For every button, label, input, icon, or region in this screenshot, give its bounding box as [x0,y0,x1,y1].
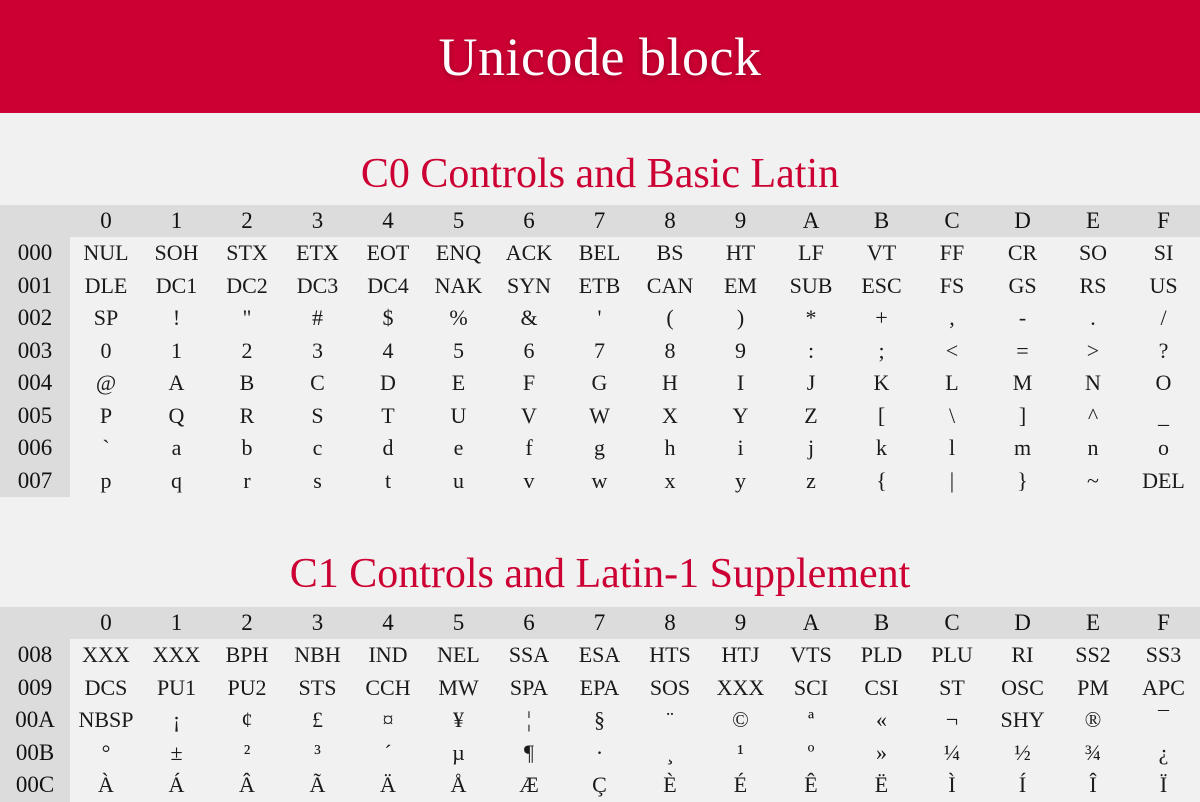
code-point-cell: 8 [664,337,676,363]
code-point-cell: [ [877,402,886,428]
code-point-cell: D [380,370,396,396]
table-row [0,400,1200,433]
code-point-cell: $ [382,305,394,331]
code-point-cell: ` [102,435,110,461]
row-label: 005 [0,400,70,433]
code-point-cell: J [806,370,816,396]
column-header: 3 [311,610,324,635]
code-point-cell: { [876,467,887,493]
code-point-cell: ETB [578,272,621,298]
code-point-cell: SUB [789,272,833,298]
code-point-cell: ¶ [524,739,534,765]
row-label: 000 [0,237,70,270]
row-label: 00A [0,704,70,737]
code-point-cell: ETX [296,240,339,266]
code-point-cell: RI [1011,642,1034,668]
code-point-cell: q [171,467,182,493]
code-point-cell: ¡ [172,707,181,733]
code-point-cell: n [1087,435,1099,461]
code-point-cell: IND [368,642,408,668]
code-point-cell: ( [666,305,674,331]
code-point-cell: CAN [646,272,694,298]
column-header: D [1014,208,1031,233]
code-point-cell: RS [1079,272,1107,298]
code-point-cell: , [949,305,955,331]
code-point-cell: T [381,402,395,428]
code-point-cell: DCS [84,674,128,700]
code-point-cell: k [876,435,887,461]
code-point-cell: ESC [861,272,902,298]
code-point-cell: ACK [505,240,553,266]
column-header: 0 [100,610,112,635]
code-point-cell: Å [450,772,467,798]
code-point-cell: SYN [506,272,551,298]
code-point-cell: É [733,772,748,798]
code-point-cell: | [949,467,955,493]
code-point-cell: Q [168,402,185,428]
row-label: 009 [0,672,70,705]
code-point-cell: : [807,337,815,363]
table-row [0,769,1200,802]
code-point-cell: . [1090,305,1096,331]
code-point-cell: DEL [1142,467,1185,493]
code-point-cell: ¼ [943,739,961,765]
column-header: B [873,208,890,233]
code-point-cell: Ê [804,772,818,798]
code-point-cell: h [664,435,676,461]
column-header: 4 [382,208,394,233]
code-point-cell: s [313,467,322,493]
column-header: 2 [241,610,253,635]
code-point-cell: XXX [716,674,765,700]
code-point-cell: ' [597,305,602,331]
code-point-cell: @ [95,370,117,396]
code-point-cell: STX [226,240,268,266]
code-point-cell: j [807,435,815,461]
row-label: 001 [0,270,70,303]
column-header: 1 [170,610,183,635]
code-point-cell: _ [1158,402,1169,428]
code-point-cell: OSC [1001,674,1044,700]
code-point-cell: S [311,402,324,428]
code-point-cell: Z [804,402,818,428]
column-header: 2 [241,208,253,233]
code-point-cell: } [1017,467,1028,493]
code-point-cell: ENQ [435,240,482,266]
code-point-cell: b [241,435,253,461]
code-point-cell: BS [656,240,684,266]
code-point-cell: PLD [860,642,903,668]
code-point-cell: NBSP [78,707,134,733]
code-point-cell: EPA [579,674,620,700]
code-point-cell: DLE [84,272,128,298]
code-point-cell: m [1013,435,1032,461]
code-point-cell: ¤ [382,707,394,733]
table-row [0,432,1200,465]
code-point-cell: ¹ [737,739,744,765]
code-point-cell: 7 [594,337,605,363]
column-header: A [802,610,820,635]
code-point-cell: ¦ [526,707,532,733]
code-point-cell: ? [1158,337,1169,363]
code-point-cell: " [242,305,252,331]
code-point-cell: PU2 [227,674,267,700]
code-point-cell: ] [1018,402,1027,428]
code-point-cell: 9 [735,337,746,363]
code-point-cell: d [382,435,394,461]
column-header: 7 [593,208,606,233]
code-point-cell: ¥ [453,707,464,733]
code-point-cell: ^ [1087,402,1099,428]
column-header: C [944,208,960,233]
code-point-cell: BPH [225,642,269,668]
code-point-cell: G [591,370,608,396]
code-point-cell: LF [798,240,824,266]
code-point-cell: DC2 [226,272,268,298]
code-point-cell: È [663,772,677,798]
column-header: 0 [100,208,112,233]
banner [0,0,1200,113]
code-point-cell: NBH [294,642,341,668]
code-point-cell: Ä [380,772,396,798]
code-point-cell: STS [298,674,337,700]
code-point-cell: ¬ [945,707,959,733]
code-point-cell: p [100,467,112,493]
code-point-cell: u [453,467,464,493]
table-row [0,367,1200,400]
code-point-cell: z [806,467,816,493]
code-point-cell: ½ [1014,739,1031,765]
code-point-cell: NEL [437,642,480,668]
row-label: 007 [0,465,70,498]
code-point-cell: - [1018,305,1027,331]
code-point-cell: Æ [519,772,539,798]
table-row [0,237,1200,270]
table-row [0,672,1200,705]
code-point-cell: v [523,467,535,493]
code-point-cell: 1 [171,337,182,363]
code-point-cell: £ [312,707,323,733]
table-row [0,465,1200,498]
table-c0-basic-latin [0,205,1200,497]
code-point-cell: ~ [1087,467,1099,493]
code-point-cell: ) [736,305,745,331]
code-point-cell: ² [243,739,251,765]
column-header: 8 [664,610,676,635]
code-point-cell: e [453,435,464,461]
column-header: 5 [452,208,465,233]
code-point-cell: U [450,402,467,428]
code-point-cell: L [945,370,959,396]
column-header: 7 [593,610,606,635]
table-row [0,270,1200,303]
code-point-cell: Á [168,772,185,798]
code-point-cell: l [948,435,956,461]
table-row [0,335,1200,368]
code-point-cell: K [873,370,890,396]
code-point-cell: DC4 [367,272,409,298]
code-point-cell: c [312,435,323,461]
code-point-cell: f [525,435,533,461]
code-point-cell: ´ [384,739,392,765]
code-point-cell: ¯ [1158,707,1169,733]
code-point-cell: Ì [948,772,956,798]
table-c1-latin1 [0,607,1200,802]
code-point-cell: µ [452,739,465,765]
banner-title: Unicode block [438,26,762,87]
code-point-cell: 6 [523,337,535,363]
code-point-cell: MW [438,674,479,700]
section-title-c1: C1 Controls and Latin-1 Supplement [289,551,911,597]
code-point-cell: CR [1007,240,1038,266]
code-point-cell: E [451,370,466,396]
row-label: 003 [0,335,70,368]
code-point-cell: \ [948,402,956,428]
column-header-row [0,205,1200,237]
code-point-cell: ! [172,305,181,331]
code-point-cell: US [1149,272,1178,298]
code-point-cell: SO [1078,240,1108,266]
code-point-cell: O [1155,370,1172,396]
column-header: 5 [452,610,465,635]
code-point-cell: * [805,305,817,331]
code-point-cell: # [312,305,323,331]
column-header: 6 [523,610,535,635]
code-point-cell: § [594,707,605,733]
column-header: E [1085,208,1101,233]
code-point-cell: VTS [790,642,832,668]
code-point-cell: C [310,370,325,396]
code-point-cell: ST [939,674,965,700]
column-header: 6 [523,208,535,233]
code-point-cell: I [736,370,745,396]
row-label: 004 [0,367,70,400]
row-label: 006 [0,432,70,465]
code-point-cell: ¾ [1084,739,1102,765]
column-header: A [802,208,820,233]
code-point-cell: ª [807,707,815,733]
code-point-cell: SOH [154,240,199,266]
code-point-cell: Ï [1159,772,1168,798]
code-point-cell: t [384,467,392,493]
code-point-cell: DC3 [296,272,339,298]
code-point-cell: XXX [82,642,130,668]
code-point-cell: ¸ [666,739,674,765]
code-point-cell: XXX [152,642,201,668]
table-row [0,302,1200,335]
code-point-cell: SP [93,305,119,331]
code-point-cell: r [243,467,251,493]
code-point-cell: B [239,370,255,396]
code-point-cell: X [662,402,678,428]
code-point-cell: a [171,435,182,461]
code-point-cell: Ë [874,772,889,798]
code-point-cell: ¿ [1158,739,1169,765]
code-point-cell: P [99,402,113,428]
section-title-c0: C0 Controls and Basic Latin [360,151,840,197]
code-point-cell: W [589,402,610,428]
row-label: 002 [0,302,70,335]
code-point-cell: HT [725,240,756,266]
row-label: 00C [0,769,70,802]
code-point-cell: SOS [649,674,691,700]
column-header: 9 [734,610,747,635]
code-point-cell: 3 [312,337,323,363]
column-header: F [1157,208,1170,233]
code-point-cell: ° [101,739,111,765]
code-point-cell: FF [939,240,965,266]
code-point-cell: ; [878,337,885,363]
code-point-cell: º [807,739,815,765]
code-point-cell: SPA [509,674,549,700]
code-point-cell: N [1085,370,1101,396]
code-point-cell: 4 [382,337,394,363]
code-point-cell: À [98,772,114,798]
code-point-cell: PM [1077,674,1109,700]
row-label: 00B [0,737,70,770]
code-point-cell: NUL [83,240,129,266]
column-header: 8 [664,208,676,233]
code-point-cell: HTJ [721,642,760,668]
code-point-cell: CCH [365,674,411,700]
code-point-cell: M [1012,370,1033,396]
code-point-cell: EOT [366,240,410,266]
code-point-cell: / [1160,305,1167,331]
code-point-cell: 0 [100,337,112,363]
code-point-cell: SSA [508,642,550,668]
code-point-cell: y [735,467,746,493]
code-point-cell: Î [1089,772,1097,798]
code-point-cell: ESA [578,642,621,668]
code-point-cell: PLU [931,642,973,668]
code-point-cell: DC1 [155,272,198,298]
code-point-cell: » [876,739,887,765]
code-point-cell: SS2 [1075,642,1111,668]
code-point-cell: PU1 [156,674,197,700]
table-row [0,704,1200,737]
code-point-cell: 5 [453,337,464,363]
code-point-cell: APC [1142,674,1185,700]
column-header: C [944,610,960,635]
code-point-cell: NAK [434,272,483,298]
column-header: E [1085,610,1101,635]
column-header: B [873,610,890,635]
code-point-cell: ® [1084,707,1102,733]
code-point-cell: SI [1153,240,1174,266]
code-point-cell: ³ [314,739,321,765]
code-point-cell: Ã [309,772,326,798]
code-point-cell: x [664,467,676,493]
column-header-row [0,607,1200,639]
code-point-cell: BEL [578,240,621,266]
code-point-cell: ¢ [241,707,253,733]
column-header: F [1157,610,1170,635]
column-header: 9 [734,208,747,233]
code-point-cell: V [521,402,537,428]
code-point-cell: % [449,305,468,331]
table-row [0,639,1200,672]
code-point-cell: Y [732,402,749,428]
code-point-cell: R [239,402,255,428]
code-point-cell: g [594,435,605,461]
code-point-cell: ¨ [666,707,674,733]
code-point-cell: « [876,707,887,733]
code-point-cell: Í [1018,772,1027,798]
code-point-cell: Â [239,772,255,798]
code-point-cell: CSI [864,674,899,700]
column-header: D [1014,610,1031,635]
code-point-cell: = [1016,337,1029,363]
row-label: 008 [0,639,70,672]
code-point-cell: VT [866,240,897,266]
code-point-cell: Ç [592,772,607,798]
code-point-cell: FS [939,272,965,298]
column-header: 1 [170,208,183,233]
code-point-cell: SS3 [1145,642,1182,668]
code-point-cell: SHY [1000,707,1045,733]
code-point-cell: EM [724,272,757,298]
code-point-cell: © [732,707,749,733]
code-point-cell: < [945,337,959,363]
code-point-cell: + [875,305,888,331]
code-point-cell: SCI [793,674,829,700]
code-point-cell: ± [170,739,183,765]
code-point-cell: GS [1008,272,1037,298]
code-point-cell: w [591,467,608,493]
code-point-cell: & [520,305,538,331]
code-point-cell: > [1086,337,1100,363]
code-point-cell: i [737,435,744,461]
code-point-cell: · [595,739,604,765]
code-point-cell: F [522,370,536,396]
code-point-cell: o [1158,435,1169,461]
table-row [0,737,1200,770]
column-header: 4 [382,610,394,635]
code-point-cell: HTS [649,642,691,668]
code-point-cell: 2 [241,337,253,363]
column-header: 3 [311,208,324,233]
code-point-cell: A [168,370,185,396]
code-point-cell: H [662,370,678,396]
